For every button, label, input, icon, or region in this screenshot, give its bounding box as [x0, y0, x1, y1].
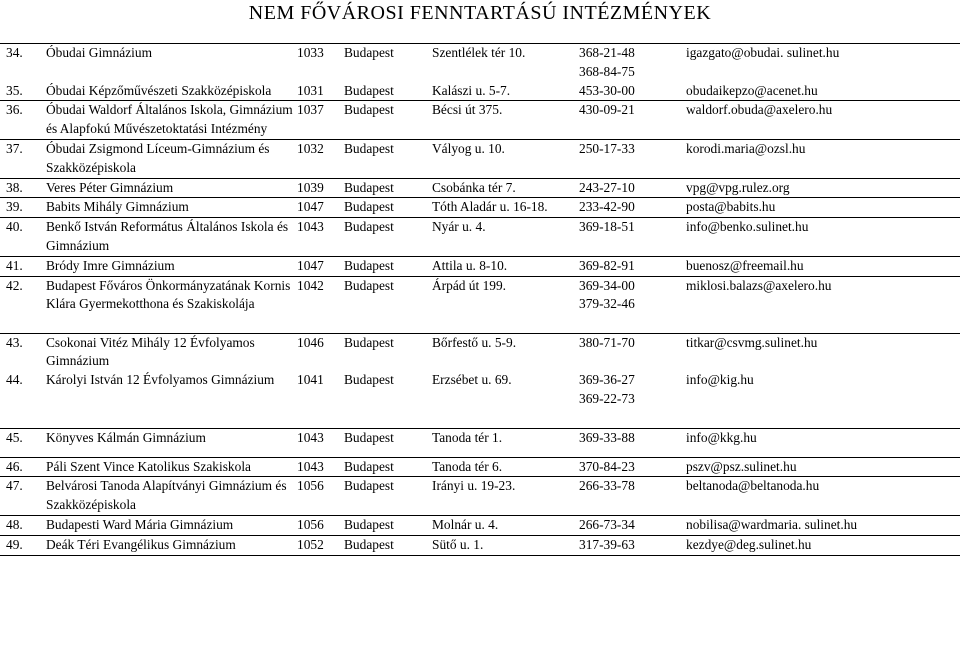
- city: [344, 457, 432, 477]
- row-number-text: 36.: [6, 102, 23, 118]
- street-address-text: Tanoda tér 6.: [432, 458, 503, 474]
- phone-number-text: 250-17-33: [579, 140, 635, 156]
- row-number: [0, 198, 46, 218]
- phone-number-text: 369-18-51: [579, 219, 635, 235]
- city-text: Budapest: [344, 458, 394, 474]
- city-text: Budapest: [344, 45, 394, 60]
- institution-name: [46, 428, 297, 457]
- street-address-text: Tóth Aladár u. 16-18.: [432, 199, 548, 215]
- postal-code-text: 1052: [297, 536, 324, 552]
- city-text: Budapest: [344, 536, 394, 552]
- city-text: Budapest: [344, 82, 394, 98]
- phone-number: [579, 256, 686, 276]
- email-address-text[interactable]: igazgato@obudai. sulinet.hu: [686, 45, 840, 60]
- postal-code-text: 1031: [297, 82, 324, 98]
- street-address: [432, 333, 579, 371]
- postal-code: [297, 333, 344, 371]
- phone-number-text: 368-21-48: [579, 45, 635, 60]
- institution-name: [46, 198, 297, 218]
- institution-name: [46, 139, 297, 178]
- street-address: [432, 101, 579, 140]
- row-number: [0, 333, 46, 371]
- row-number: [0, 256, 46, 276]
- institution-name-text: Budapesti Ward Mária Gimnázium: [46, 517, 234, 533]
- table-row: [0, 218, 960, 257]
- postal-code-text: 1039: [297, 179, 324, 195]
- city-text: Budapest: [344, 517, 394, 533]
- institution-name-text: Csokonai Vitéz Mihály 12 Évfolyamos Gimnázium: [46, 334, 255, 369]
- institution-name-text: Belvárosi Tanoda Alapítványi Gimnázium és Szakközépiskola: [46, 478, 287, 513]
- postal-code-text: 1046: [297, 334, 324, 350]
- email-address-text[interactable]: info@kig.hu: [686, 372, 754, 388]
- phone-number: [579, 276, 686, 333]
- postal-code: [297, 82, 344, 101]
- postal-code: [297, 256, 344, 276]
- institution-name-text: Óbudai Képzőművészeti Szakközépiskola: [46, 82, 272, 98]
- street-address-text: Bőrfestő u. 5-9.: [432, 334, 517, 350]
- email-address[interactable]: [686, 82, 960, 101]
- city-text: Budapest: [344, 372, 394, 388]
- row-number-text: 46.: [6, 458, 23, 474]
- email-address[interactable]: [686, 276, 960, 333]
- postal-code: [297, 218, 344, 257]
- phone-number-text: 430-09-21: [579, 102, 635, 118]
- street-address-text: Csobánka tér 7.: [432, 179, 516, 195]
- street-address: [432, 428, 579, 457]
- institution-name: [46, 101, 297, 140]
- email-address[interactable]: [686, 178, 960, 198]
- institution-name: [46, 218, 297, 257]
- phone-number-text: 317-39-63: [579, 536, 635, 552]
- postal-code-text: 1043: [297, 429, 324, 445]
- row-number-text: 43.: [6, 334, 23, 350]
- table-row: [0, 101, 960, 140]
- table-row: [0, 276, 960, 333]
- institution-name-text: Óbudai Gimnázium: [46, 45, 152, 60]
- institution-name: [46, 82, 297, 101]
- row-number-text: 48.: [6, 517, 23, 533]
- phone-number: [579, 139, 686, 178]
- institution-name-text: Károlyi István 12 Évfolyamos Gimnázium: [46, 372, 275, 388]
- phone-number-text: 370-84-23: [579, 458, 635, 474]
- postal-code-text: 1043: [297, 458, 324, 474]
- table-row: [0, 178, 960, 198]
- city: [344, 82, 432, 101]
- institution-name: [46, 477, 297, 516]
- city: [344, 333, 432, 371]
- row-number: [0, 82, 46, 101]
- city: [344, 477, 432, 516]
- institution-name: [46, 457, 297, 477]
- street-address: [432, 276, 579, 333]
- email-address[interactable]: [686, 516, 960, 536]
- email-address[interactable]: [686, 333, 960, 371]
- phone-number-text: 380-71-70: [579, 334, 635, 350]
- phone-number: [579, 333, 686, 371]
- row-number: [0, 218, 46, 257]
- institution-name-text: Budapest Főváros Önkormányzatának Kornis Klára Gyermekotthona és Szakiskolája: [46, 277, 291, 312]
- email-address[interactable]: [686, 139, 960, 178]
- row-number: [0, 516, 46, 536]
- street-address: [432, 178, 579, 198]
- phone-number-text: 369-34-00: [579, 277, 635, 293]
- row-number-text: 37.: [6, 140, 23, 156]
- street-address-text: Kalászi u. 5-7.: [432, 82, 511, 98]
- row-number-text: 35.: [6, 82, 23, 98]
- phone-number-text: 233-42-90: [579, 199, 635, 215]
- city-text: Budapest: [344, 179, 394, 195]
- city-text: Budapest: [344, 257, 394, 273]
- email-address-text[interactable]: pszv@psz.sulinet.hu: [686, 458, 797, 474]
- phone-number-text: 266-33-78: [579, 478, 635, 494]
- table-row: [0, 256, 960, 276]
- postal-code: [297, 535, 344, 555]
- row-number: [0, 371, 46, 428]
- city-text: Budapest: [344, 102, 394, 118]
- street-address: [432, 477, 579, 516]
- street-address-text: Árpád út 199.: [432, 277, 507, 293]
- city-text: Budapest: [344, 219, 394, 235]
- email-address[interactable]: [686, 44, 960, 82]
- postal-code-text: 1037: [297, 102, 324, 118]
- postal-code-text: 1032: [297, 140, 324, 156]
- street-address-text: Sütő u. 1.: [432, 536, 484, 552]
- email-address-text[interactable]: obudaikepzo@acenet.hu: [686, 82, 818, 98]
- street-address: [432, 139, 579, 178]
- row-number: [0, 178, 46, 198]
- phone-number: [579, 535, 686, 555]
- postal-code-text: 1047: [297, 199, 324, 215]
- row-number-text: 40.: [6, 219, 23, 235]
- postal-code: [297, 371, 344, 428]
- email-address-text[interactable]: waldorf.obuda@axelero.hu: [686, 102, 833, 118]
- email-address-text[interactable]: vpg@vpg.rulez.org: [686, 179, 790, 195]
- phone-number: [579, 178, 686, 198]
- table-row: [0, 44, 960, 82]
- postal-code-text: 1056: [297, 478, 324, 494]
- street-address: [432, 457, 579, 477]
- postal-code: [297, 101, 344, 140]
- institutions-table: [0, 43, 960, 556]
- email-address[interactable]: [686, 256, 960, 276]
- institution-name: [46, 371, 297, 428]
- postal-code: [297, 44, 344, 82]
- city-text: Budapest: [344, 277, 394, 293]
- city-text: Budapest: [344, 429, 394, 445]
- institution-name: [46, 276, 297, 333]
- postal-code: [297, 276, 344, 333]
- table-row: [0, 333, 960, 371]
- institution-name: [46, 256, 297, 276]
- phone-number-text: 369-82-91: [579, 257, 635, 273]
- postal-code: [297, 178, 344, 198]
- street-address: [432, 44, 579, 82]
- city-text: Budapest: [344, 478, 394, 494]
- phone-number-text: 369-36-27: [579, 372, 635, 388]
- street-address: [432, 256, 579, 276]
- street-address-text: Vályog u. 10.: [432, 140, 505, 156]
- phone-number-text: 266-73-34: [579, 517, 635, 533]
- city-text: Budapest: [344, 140, 394, 156]
- phone-number: [579, 44, 686, 82]
- postal-code: [297, 139, 344, 178]
- table-row: [0, 198, 960, 218]
- street-address: [432, 535, 579, 555]
- institution-name: [46, 516, 297, 536]
- email-address-text[interactable]: kezdye@deg.sulinet.hu: [686, 536, 812, 552]
- email-address[interactable]: [686, 535, 960, 555]
- phone-number: [579, 198, 686, 218]
- phone-number-text: 453-30-00: [579, 82, 635, 98]
- phone-number: [579, 457, 686, 477]
- table-row: [0, 457, 960, 477]
- institution-name: [46, 535, 297, 555]
- street-address-text: Erzsébet u. 69.: [432, 372, 512, 388]
- postal-code: [297, 516, 344, 536]
- street-address-text: Nyár u. 4.: [432, 219, 486, 235]
- row-number-text: 42.: [6, 277, 23, 293]
- institution-name-text: Bródy Imre Gimnázium: [46, 257, 175, 273]
- email-address[interactable]: [686, 218, 960, 257]
- postal-code: [297, 477, 344, 516]
- street-address-text: Szentlélek tér 10.: [432, 45, 526, 60]
- postal-code: [297, 457, 344, 477]
- city: [344, 198, 432, 218]
- institution-name-text: Óbudai Zsigmond Líceum-Gimnázium és Szakközépiskola: [46, 140, 270, 175]
- postal-code-text: 1043: [297, 219, 324, 235]
- row-number-text: 45.: [6, 429, 23, 445]
- row-number: [0, 535, 46, 555]
- table-row: [0, 535, 960, 555]
- phone-number-text: 243-27-10: [579, 179, 635, 195]
- postal-code: [297, 198, 344, 218]
- institution-name-text: Óbudai Waldorf Általános Iskola, Gimnázium és Alapfokú Művészetoktatási Intézmény: [46, 102, 293, 137]
- row-number: [0, 101, 46, 140]
- email-address-text[interactable]: korodi.maria@ozsl.hu: [686, 140, 806, 156]
- postal-code-text: 1033: [297, 45, 324, 60]
- table-row: [0, 139, 960, 178]
- email-address[interactable]: [686, 428, 960, 457]
- table-row: [0, 82, 960, 101]
- city: [344, 371, 432, 428]
- postal-code-text: 1056: [297, 517, 324, 533]
- street-address: [432, 218, 579, 257]
- city: [344, 276, 432, 333]
- page-title: NEM FŐVÁROSI FENNTARTÁSÚ INTÉZMÉNYEK: [248, 2, 712, 24]
- row-number: [0, 139, 46, 178]
- city: [344, 44, 432, 82]
- street-address: [432, 82, 579, 101]
- email-address[interactable]: [686, 477, 960, 516]
- city: [344, 139, 432, 178]
- street-address-text: Bécsi út 375.: [432, 102, 503, 118]
- table-row: [0, 371, 960, 428]
- phone-number-text: 369-33-88: [579, 429, 635, 445]
- row-number: [0, 428, 46, 457]
- street-address-text: Irányi u. 19-23.: [432, 478, 516, 494]
- email-address-text[interactable]: miklosi.balazs@axelero.hu: [686, 277, 832, 293]
- table-row: [0, 516, 960, 536]
- table-row: [0, 428, 960, 457]
- city-text: Budapest: [344, 199, 394, 215]
- secondary-phone-number: 368-84-75: [579, 63, 635, 79]
- secondary-phone-number: 369-22-73: [579, 390, 635, 406]
- email-address-text[interactable]: posta@babits.hu: [686, 199, 776, 215]
- table-body: [0, 44, 960, 556]
- institution-name: [46, 178, 297, 198]
- phone-number: [579, 477, 686, 516]
- city: [344, 218, 432, 257]
- institution-name-text: Babits Mihály Gimnázium: [46, 199, 189, 215]
- phone-number: [579, 101, 686, 140]
- institution-name-text: Könyves Kálmán Gimnázium: [46, 429, 206, 445]
- email-address-text[interactable]: info@benko.sulinet.hu: [686, 219, 809, 235]
- secondary-phone-number: 379-32-46: [579, 296, 635, 312]
- institution-name-text: Benkő István Református Általános Iskola és Gimnázium: [46, 219, 289, 253]
- street-address-text: Tanoda tér 1.: [432, 429, 503, 445]
- row-number-text: 41.: [6, 257, 23, 273]
- phone-number: [579, 82, 686, 101]
- row-number-text: 47.: [6, 478, 23, 494]
- city: [344, 516, 432, 536]
- city: [344, 428, 432, 457]
- phone-number: [579, 516, 686, 536]
- street-address-text: Molnár u. 4.: [432, 517, 499, 533]
- institution-name-text: Deák Téri Evangélikus Gimnázium: [46, 536, 236, 552]
- institution-name-text: Veres Péter Gimnázium: [46, 179, 174, 195]
- street-address-text: Attila u. 8-10.: [432, 257, 508, 273]
- phone-number: [579, 218, 686, 257]
- postal-code-text: 1042: [297, 277, 324, 293]
- street-address: [432, 198, 579, 218]
- email-address[interactable]: [686, 101, 960, 140]
- institution-name: [46, 44, 297, 82]
- email-address-text[interactable]: titkar@csvmg.sulinet.hu: [686, 334, 818, 350]
- postal-code: [297, 428, 344, 457]
- postal-code-text: 1047: [297, 257, 324, 273]
- postal-code-text: 1041: [297, 372, 324, 388]
- row-number-text: 44.: [6, 372, 23, 388]
- email-address-text[interactable]: beltanoda@beltanoda.hu: [686, 478, 820, 494]
- city: [344, 101, 432, 140]
- row-number-text: 38.: [6, 179, 23, 195]
- row-number: [0, 457, 46, 477]
- phone-number: [579, 428, 686, 457]
- phone-number: [579, 371, 686, 428]
- institution-name-text: Páli Szent Vince Katolikus Szakiskola: [46, 458, 251, 474]
- row-number-text: 39.: [6, 199, 23, 215]
- email-address-text[interactable]: nobilisa@wardmaria. sulinet.hu: [686, 517, 858, 533]
- email-address-text[interactable]: info@kkg.hu: [686, 429, 757, 445]
- city: [344, 256, 432, 276]
- email-address[interactable]: [686, 198, 960, 218]
- email-address[interactable]: [686, 371, 960, 428]
- row-number-text: 49.: [6, 536, 23, 552]
- street-address: [432, 516, 579, 536]
- table-row: [0, 477, 960, 516]
- city: [344, 535, 432, 555]
- city-text: Budapest: [344, 334, 394, 350]
- street-address: [432, 371, 579, 428]
- city: [344, 178, 432, 198]
- row-number: [0, 477, 46, 516]
- institution-name: [46, 333, 297, 371]
- row-number: [0, 276, 46, 333]
- email-address-text[interactable]: buenosz@freemail.hu: [686, 257, 804, 273]
- row-number: [0, 44, 46, 82]
- row-number-text: 34.: [6, 45, 23, 60]
- email-address[interactable]: [686, 457, 960, 477]
